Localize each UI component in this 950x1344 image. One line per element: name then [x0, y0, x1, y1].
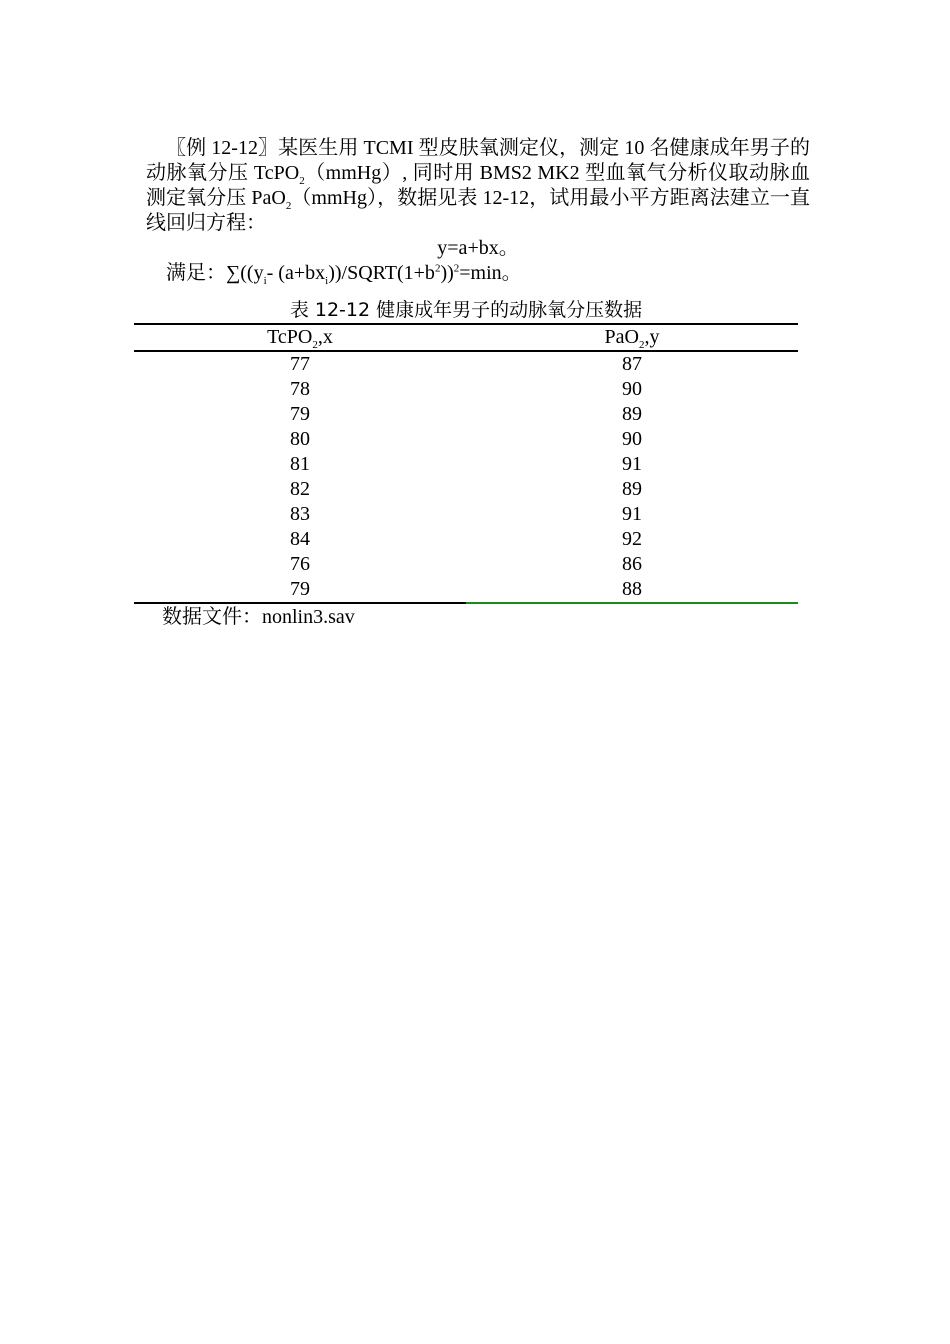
- column-header-tcpo2: [134, 324, 466, 351]
- cell-pao2: 92: [622, 528, 642, 550]
- intro-text-b: （mmHg）, 同时用 BMS2 MK2 型血氧气分析仪取动脉血测定氧分压 PaO: [146, 162, 811, 209]
- cond-mid2: ))/SQRT(1+b: [328, 262, 435, 284]
- cell-pao2: 89: [622, 403, 642, 425]
- regression-equation: y=a+bx。: [437, 237, 519, 259]
- table-row: [134, 427, 798, 452]
- cond-sup-2b: 2: [453, 262, 460, 275]
- table-row: [134, 377, 798, 402]
- table-caption: 表 12-12 健康成年男子的动脉氧分压数据: [289, 299, 643, 321]
- col2-suffix: ,y: [644, 326, 660, 348]
- cell-tcpo2: 83: [290, 503, 310, 525]
- data-file-note: 数据文件：nonlin3.sav: [162, 606, 355, 628]
- table-row: [134, 502, 798, 527]
- table-row: [134, 477, 798, 502]
- table-row: [134, 402, 798, 427]
- table-row: [134, 527, 798, 552]
- cell-tcpo2: 80: [290, 428, 310, 450]
- cell-pao2: 87: [622, 353, 642, 375]
- col2-text: PaO: [604, 326, 639, 348]
- cell-pao2: 90: [622, 428, 642, 450]
- cell-tcpo2: 84: [290, 528, 310, 550]
- col1-text: TcPO: [267, 326, 313, 348]
- cond-prefix: 满足：∑((y: [166, 262, 264, 284]
- col2-sub: 2: [638, 339, 645, 351]
- table-row: [134, 452, 798, 477]
- minimization-condition: [146, 261, 810, 286]
- cond-suffix: =min。: [459, 262, 522, 284]
- cell-tcpo2: 81: [290, 453, 310, 475]
- cell-pao2: 91: [622, 503, 642, 525]
- intro-sub-a: 2: [299, 175, 305, 187]
- table-row: [134, 351, 798, 377]
- cond-sup-2a: 2: [434, 262, 441, 275]
- cell-pao2: 86: [622, 553, 642, 575]
- table-header-row: [134, 324, 798, 351]
- cell-tcpo2: 76: [290, 553, 310, 575]
- data-table: [134, 323, 798, 604]
- col1-suffix: ,x: [317, 326, 333, 348]
- cond-mid3: )): [440, 262, 454, 284]
- cell-tcpo2: 79: [134, 577, 466, 603]
- intro-text-c: （mmHg），数据见表 12-12，试用最小平方距离法建立一直线回归方程：: [146, 187, 810, 234]
- table-row: [134, 552, 798, 577]
- cond-sub-i2: i: [325, 275, 329, 287]
- cell-pao2: 91: [622, 453, 642, 475]
- intro-sub-b: 2: [285, 200, 292, 212]
- cell-pao2: 89: [622, 478, 642, 500]
- cond-sub-i1: i: [263, 275, 267, 287]
- cell-tcpo2: 79: [290, 403, 310, 425]
- table-row: [134, 577, 798, 603]
- example-intro-paragraph: [146, 136, 810, 236]
- cond-mid: - (a+bx: [266, 262, 326, 284]
- cell-tcpo2: 77: [290, 353, 310, 375]
- column-header-pao2: [466, 324, 798, 351]
- cell-pao2: 90: [622, 378, 642, 400]
- col1-sub: 2: [312, 339, 318, 351]
- cell-tcpo2: 78: [290, 378, 310, 400]
- cell-pao2: 88: [466, 577, 798, 603]
- intro-text-a: 〖例 12-12〗某医生用 TCMI 型皮肤氧测定仪，测定 10 名健康成年男子的动脉氧分压 TcPO: [146, 137, 810, 184]
- cell-tcpo2: 82: [290, 478, 310, 500]
